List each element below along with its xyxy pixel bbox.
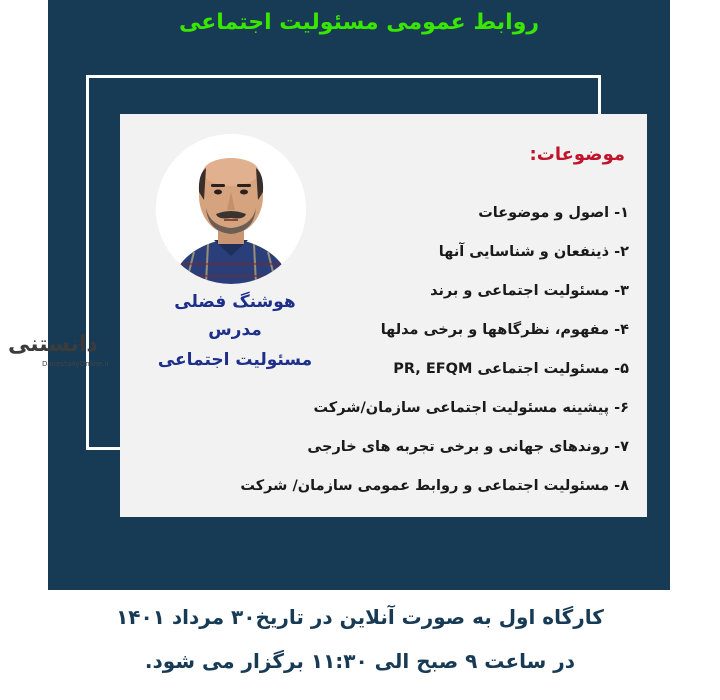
watermark-url: DanestanyOnline.ir bbox=[42, 360, 110, 368]
content-card bbox=[120, 114, 647, 517]
instructor-role: مدرس bbox=[208, 320, 262, 340]
instructor-portrait-icon bbox=[156, 134, 306, 284]
topic-item: ۲- ذینفعان و شناسایی آنها bbox=[438, 244, 629, 260]
topics-heading: موضوعات: bbox=[529, 144, 625, 165]
topic-item: ۳- مسئولیت اجتماعی و برند bbox=[430, 283, 629, 299]
watermark-logo: دانستنی bbox=[8, 332, 98, 357]
topic-item: ۶- پیشینه مسئولیت اجتماعی سازمان/شرکت bbox=[313, 400, 629, 416]
topic-item: ۵- مسئولیت اجتماعی PR, EFQM bbox=[393, 361, 629, 377]
topic-item: ۸- مسئولیت اجتماعی و روابط عمومی سازمان/ شرکت bbox=[240, 478, 629, 494]
watermark bbox=[8, 332, 148, 378]
instructor-name: هوشنگ فضلی bbox=[174, 292, 296, 312]
topic-item: ۷- روندهای جهانی و برخی تجربه های خارجی bbox=[307, 439, 629, 455]
footer-line-time: در ساعت ۹ صبح الی ۱۱:۳۰ برگزار می شود. bbox=[144, 649, 576, 673]
topic-item: ۴- مفهوم، نظرگاهها و برخی مدلها bbox=[380, 322, 629, 338]
topic-item: ۱- اصول و موضوعات bbox=[478, 205, 629, 221]
instructor-photo bbox=[156, 134, 306, 284]
instructor-subject: مسئولیت اجتماعی bbox=[157, 350, 313, 370]
footer-announcement bbox=[40, 595, 680, 700]
poster-title: روابط عمومی مسئولیت اجتماعی bbox=[178, 9, 540, 35]
footer-line-date: کارگاه اول به صورت آنلاین در تاریخ۳۰ مرداد ۱۴۰۱ bbox=[116, 605, 604, 629]
